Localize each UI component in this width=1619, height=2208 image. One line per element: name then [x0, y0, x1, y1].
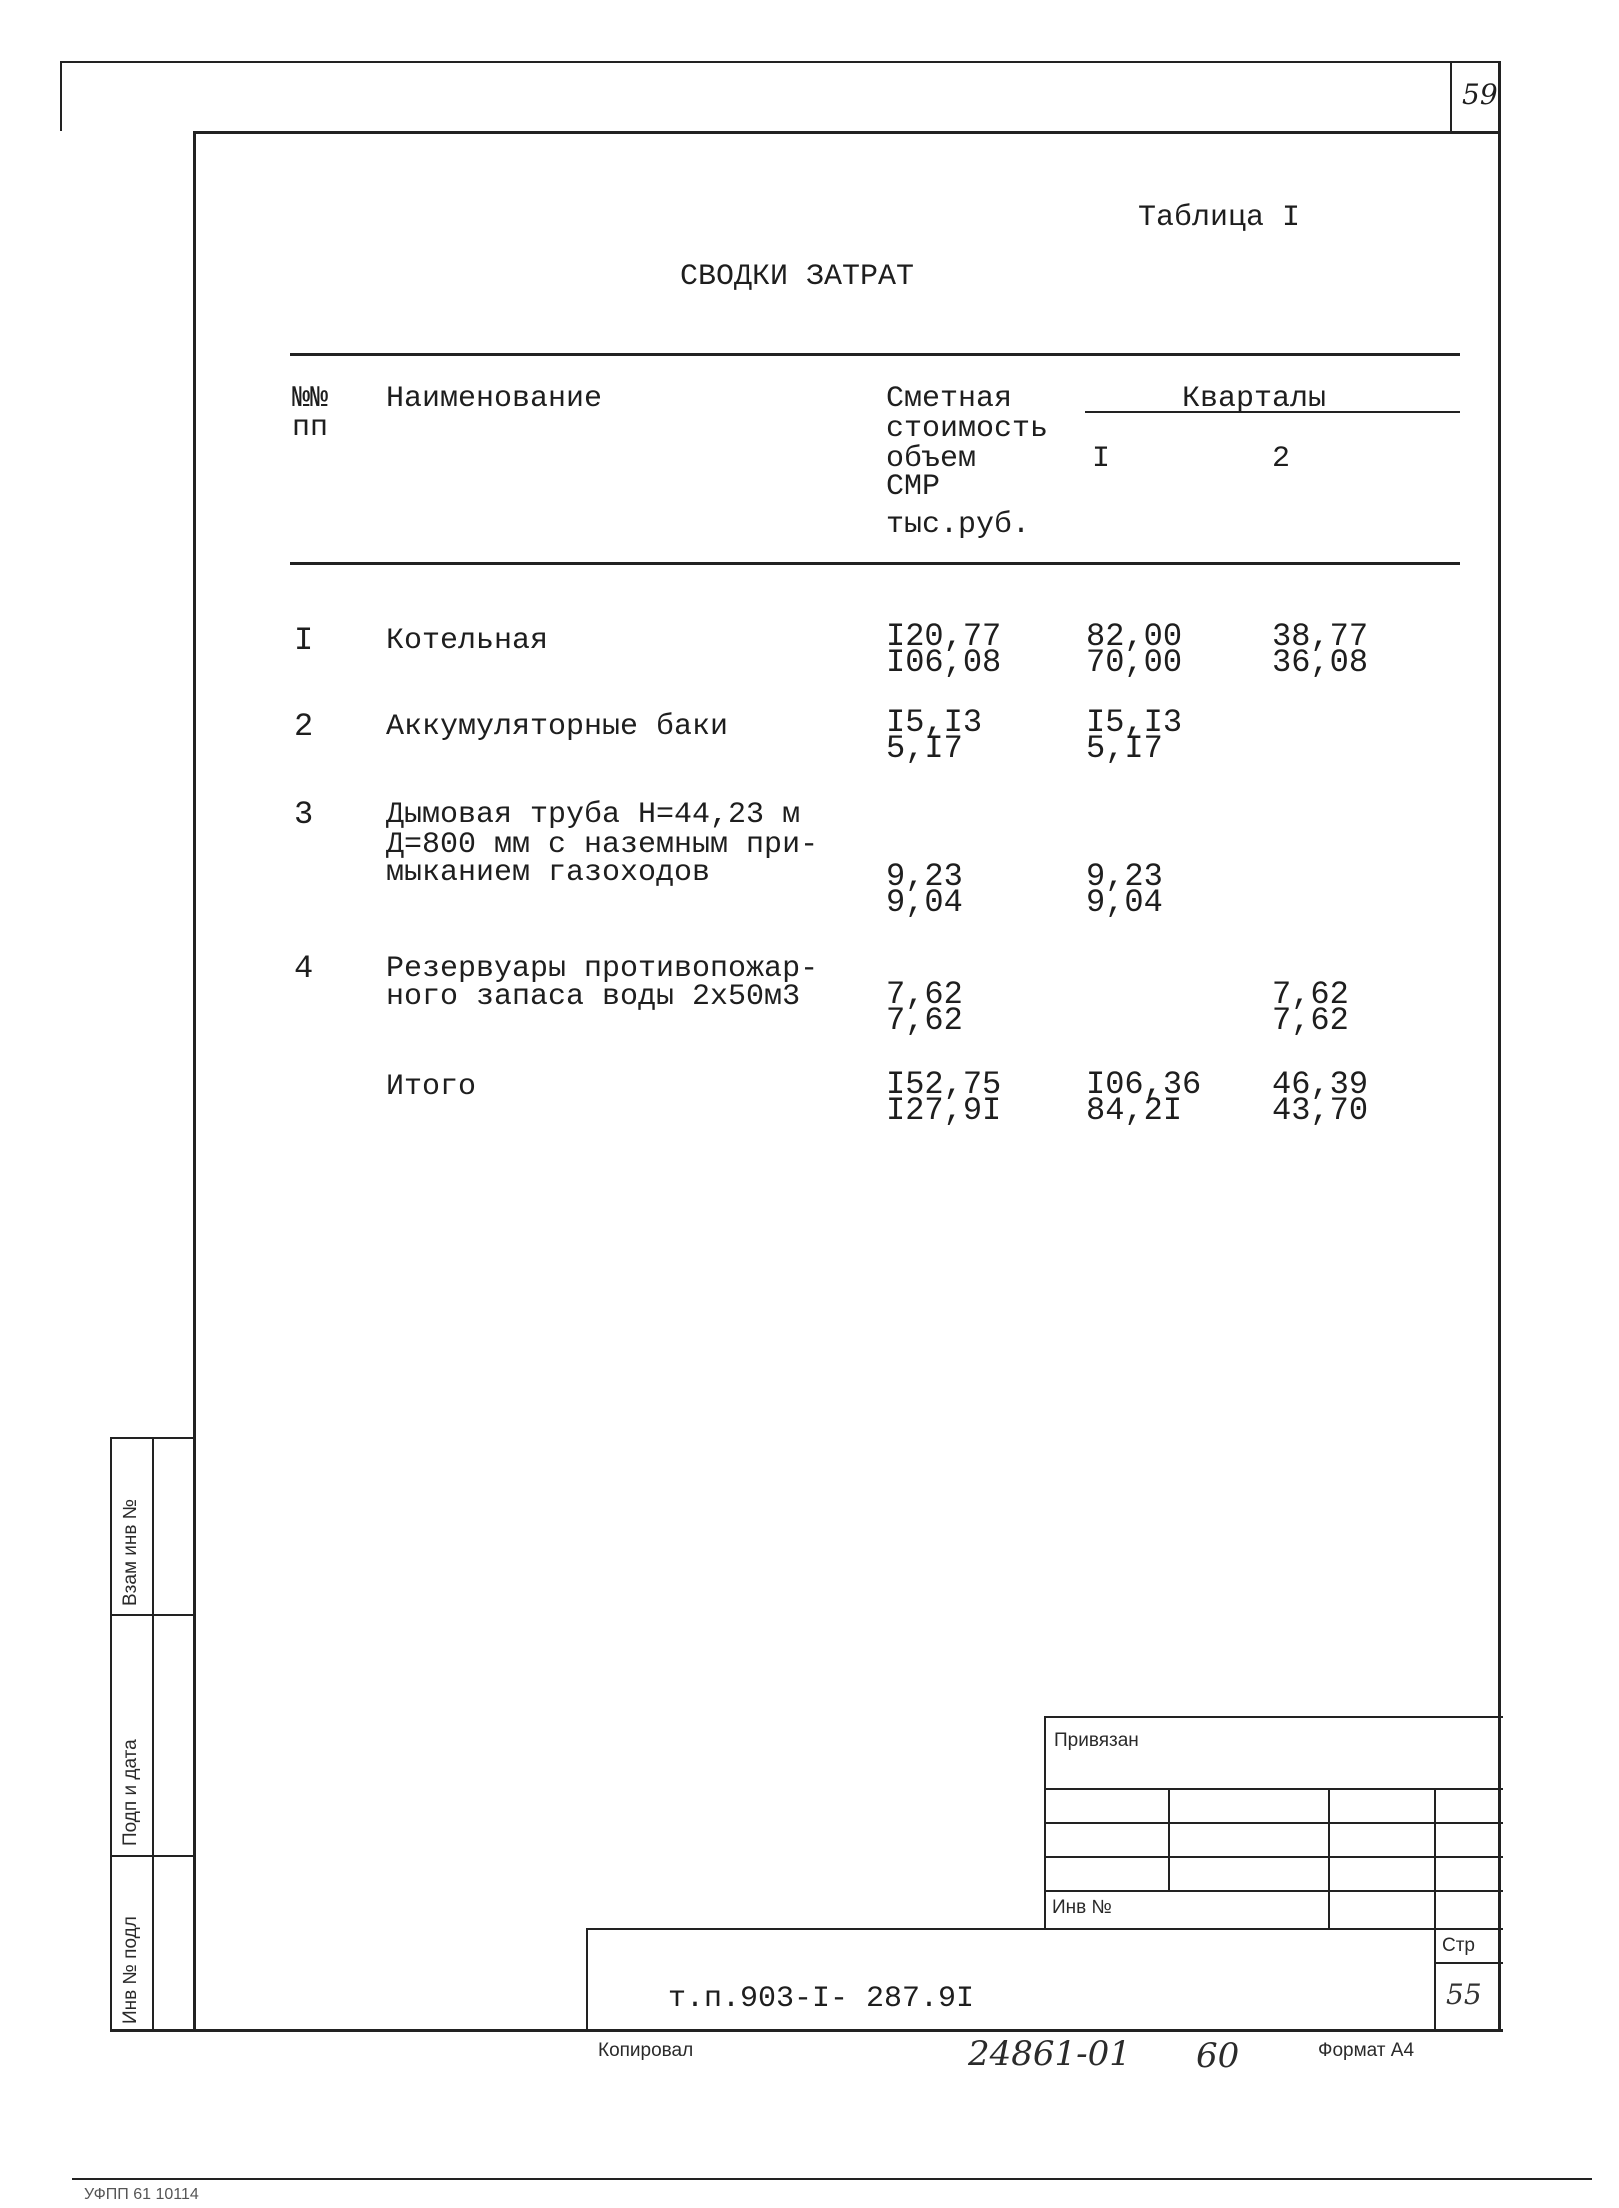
row-3-name-1: Дымовая труба Н=44,23 м [386, 798, 801, 832]
row-2-num: 2 [294, 708, 314, 745]
row-1-num: I [294, 622, 314, 659]
row-4-cost-b: 7,62 [886, 1002, 963, 1039]
handwritten-number-2: 60 [1196, 2036, 1240, 2076]
col-cost-header-5: тыс.руб. [886, 508, 1031, 542]
stamp-strip-top [110, 1437, 196, 1439]
col-num-header-1: №№ [292, 382, 329, 416]
total-name: Итого [386, 1070, 477, 1104]
row-4-q2-b: 7,62 [1272, 1002, 1349, 1039]
table-top-rule [290, 353, 1460, 356]
attach-col-1 [1168, 1788, 1170, 1890]
total-q1-b: 84,2I [1086, 1092, 1183, 1129]
format-label: Формат А4 [1318, 2040, 1415, 2061]
row-4-num: 4 [294, 950, 314, 987]
total-cost-b: I27,9I [886, 1092, 1002, 1129]
total-q2-b: 43,70 [1272, 1092, 1369, 1129]
main-block-top [586, 1928, 1503, 1930]
row-1-cost-b: I06,08 [886, 644, 1002, 681]
attach-col-3 [1434, 1788, 1436, 2031]
stamp-strip-div-1 [110, 1614, 196, 1616]
table-label: Таблица I [1138, 201, 1301, 235]
main-block-left [586, 1928, 588, 2031]
stamp-strip-mid [152, 1437, 154, 2031]
col-cost-header-1: Сметная [886, 382, 1013, 416]
inner-frame-bottom [110, 2029, 1503, 2032]
col-name-header: Наименование [386, 382, 603, 416]
stamp-strip-left [110, 1437, 112, 2031]
total-q2-a: 46,39 [1272, 1066, 1369, 1103]
row-3-name-3: мыканием газоходов [386, 856, 711, 890]
col-cost-header-2: стоимость [886, 412, 1049, 446]
col-cost-header-3: объем [886, 442, 977, 476]
page-title: СВОДКИ ЗАТРАТ [680, 260, 915, 294]
row-4-name-2: ного запаса воды 2х50м3 [386, 980, 801, 1014]
row-2-name: Аккумуляторные баки [386, 710, 729, 744]
inventory-no-label: Инв № [1052, 1897, 1112, 1918]
row-2-q1-b: 5,I7 [1086, 730, 1163, 767]
col-q1-header: I [1092, 442, 1111, 476]
outer-frame-top [60, 61, 1500, 63]
stamp-strip-div-2 [110, 1855, 196, 1857]
row-1-name: Котельная [386, 624, 549, 658]
total-q1-a: I06,36 [1086, 1066, 1202, 1103]
stamp-label-signature: Подп и дата [120, 1739, 141, 1846]
table-header-bottom-rule [290, 562, 1460, 565]
stamp-label-replaced: Взам инв № [120, 1498, 141, 1606]
handwritten-number: 24861-01 [968, 2034, 1131, 2074]
row-1-q1-b: 70,00 [1086, 644, 1183, 681]
row-1-q1-a: 82,00 [1086, 618, 1183, 655]
row-2-cost-b: 5,I7 [886, 730, 963, 767]
row-4-name-1: Резервуары противопожар- [386, 952, 819, 986]
total-cost-a: I52,75 [886, 1066, 1002, 1103]
stamp-label-inventory: Инв № подл [120, 1916, 141, 2024]
row-2-q1-a: I5,I3 [1086, 704, 1183, 741]
inner-frame-right [1498, 61, 1501, 2031]
inner-frame-left [193, 131, 196, 2031]
row-2-cost-a: I5,I3 [886, 704, 983, 741]
attached-label: Привязан [1054, 1730, 1139, 1751]
copied-label: Копировал [598, 2040, 694, 2061]
attach-col-2 [1328, 1788, 1330, 1930]
col-q2-header: 2 [1272, 442, 1291, 476]
attach-block-top [1044, 1716, 1503, 1718]
bottom-code: УФПП 61 10114 [84, 2186, 199, 2203]
row-3-cost-b: 9,04 [886, 884, 963, 921]
row-4-cost-a: 7,62 [886, 976, 963, 1013]
page-label: Стр [1442, 1935, 1475, 1956]
inner-frame-top [193, 131, 1500, 134]
page-bottom-rule [72, 2178, 1592, 2180]
page-value: 55 [1446, 1978, 1482, 2011]
row-1-cost-a: I20,77 [886, 618, 1002, 655]
row-1-q2-b: 36,08 [1272, 644, 1369, 681]
sheet-number-box-left [1450, 61, 1452, 131]
row-3-cost-a: 9,23 [886, 858, 963, 895]
row-4-q2-a: 7,62 [1272, 976, 1349, 1013]
row-1-q2-a: 38,77 [1272, 618, 1369, 655]
sheet-number: 59 [1462, 78, 1498, 111]
outer-frame-left [60, 61, 62, 131]
col-cost-header-4: СМР [886, 470, 941, 504]
quarters-group-header: Кварталы [1182, 382, 1327, 416]
col-num-header-2: пп [292, 411, 329, 445]
row-3-q1-b: 9,04 [1086, 884, 1163, 921]
row-3-name-2: Д=800 мм с наземным при- [386, 828, 819, 862]
page-cell-divider [1434, 1962, 1503, 1964]
row-3-num: 3 [294, 796, 314, 833]
document-code: т.п.903-I- 287.9I [668, 1982, 975, 2016]
row-3-q1-a: 9,23 [1086, 858, 1163, 895]
